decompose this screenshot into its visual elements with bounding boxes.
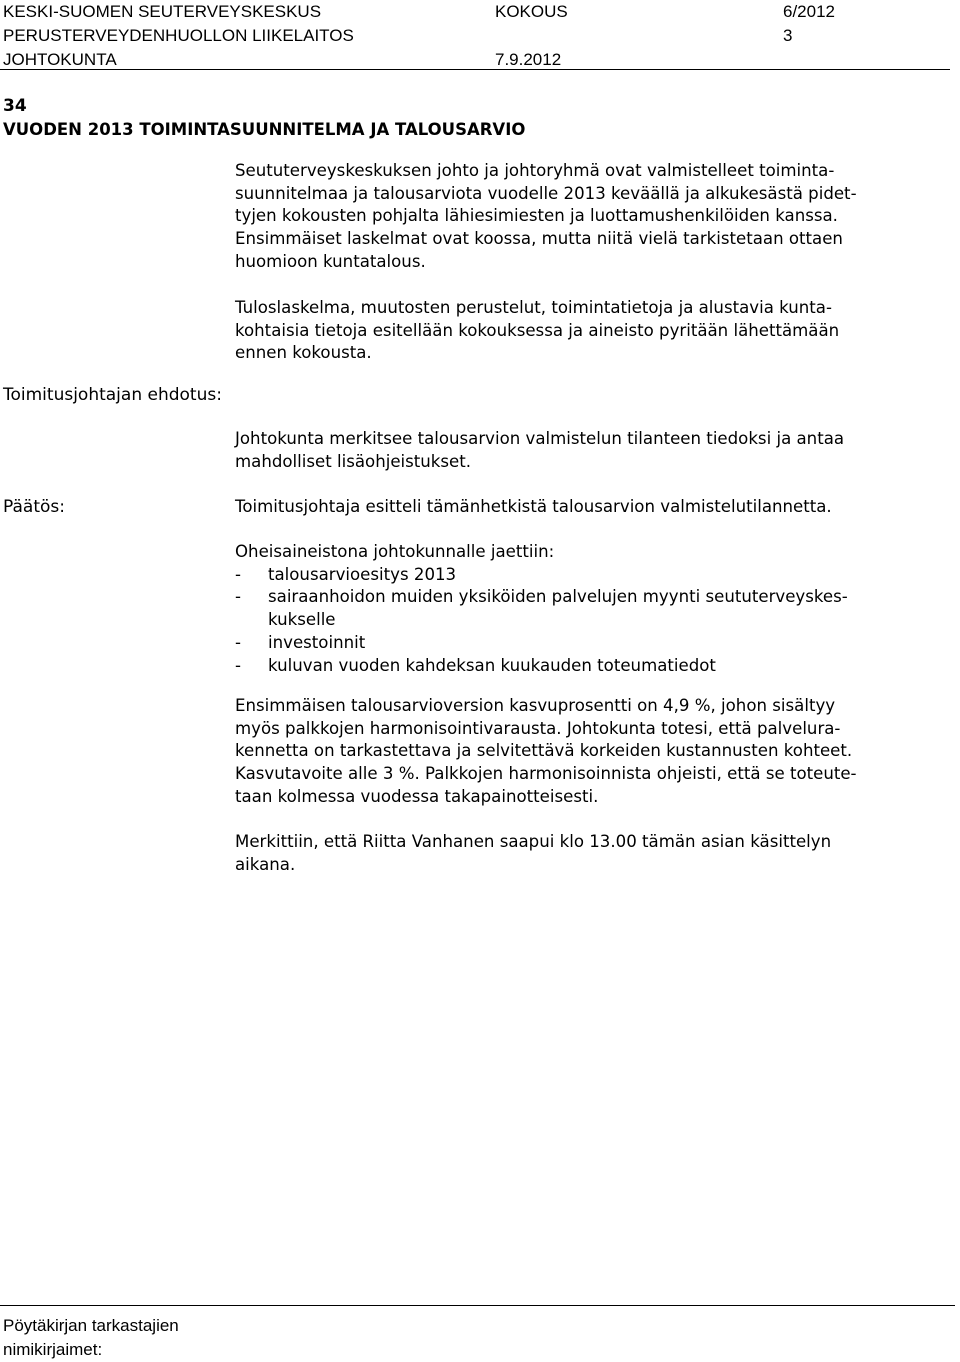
list-item-text: investoinnit [268,632,366,652]
decision-text [235,496,935,519]
list-dash: - [235,632,241,652]
attachments-heading: Oheisaineistona johtokunnalle jaettiin: [235,542,555,561]
attendance-note-paragraph [235,831,935,876]
list-item-continuation: kukselle [268,610,336,630]
list-dash: - [235,655,241,675]
list-item [235,655,935,678]
footer-line: nimikirjaimet: [3,1340,103,1359]
text-line: aikana. [235,854,296,874]
list-item [235,586,935,609]
list-item-text: kuluvan vuoden kahdeksan kuukauden toteumatiedot [268,655,716,675]
list-item [235,632,935,655]
list-item [235,564,935,587]
text-line: myös palkkojen harmonisointivarausta. Johtokunta totesi, että palvelura- [235,718,841,738]
list-dash: - [235,587,241,607]
intro-paragraph [235,160,935,274]
budget-note-paragraph [235,695,935,809]
proposal-label: Toimitusjohtajan ehdotus: [3,385,222,405]
org-name: KESKI-SUOMEN SEUTERVEYSKESKUS [3,2,322,21]
footer-divider [0,1305,955,1306]
text-line: tyjen kokousten pohjalta lähiesimiesten ja luottamushenkilöiden kanssa. [235,206,838,226]
text-line: Kasvutavoite alle 3 %. Palkkojen harmonisoinnista ohjeisti, että se toteute- [235,764,857,784]
text-line: Ensimmäisen talousarvioversion kasvuprosentti on 4,9 %, johon sisältyy [235,696,836,715]
page-number: 3 [783,26,793,45]
meeting-label: KOKOUS [495,2,568,21]
list-item-text: sairaanhoidon muiden yksiköiden palvelujen myynti seututerveyskes- [268,587,848,607]
decision-label: Päätös: [3,497,65,517]
text-line: Johtokunta merkitsee talousarvion valmistelun tilanteen tiedoksi ja antaa [235,429,845,448]
header-row-1 [3,0,953,24]
board-name: JOHTOKUNTA [3,50,117,69]
text-line: taan kolmessa vuodessa takapainotteisesti. [235,786,599,806]
text-line: Seututerveyskeskuksen johto ja johtoryhmä ovat valmistelleet toiminta- [235,161,835,180]
agenda-title: VUODEN 2013 TOIMINTASUUNNITELMA JA TALOUSARVIO [3,120,526,139]
text-line: huomioon kuntatalous. [235,251,426,271]
list-dash: - [235,564,241,584]
footer [3,1314,179,1362]
meeting-number: 6/2012 [783,2,835,21]
text-line: Merkittiin, että Riitta Vanhanen saapui klo 13.00 tämän asian käsittelyn [235,832,832,851]
proposal-paragraph [235,428,935,473]
meeting-date: 7.9.2012 [495,50,562,69]
footer-line: Pöytäkirjan tarkastajien [3,1316,179,1335]
header-row-2 [3,24,953,48]
text-line: mahdolliset lisäohjeistukset. [235,451,472,471]
text-line: suunnitelmaa ja talousarviota vuodelle 2013 keväällä ja alkukesästä pidet- [235,183,857,203]
info-paragraph [235,297,935,365]
text-line: Toimitusjohtaja esitteli tämänhetkistä talousarvion valmistelutilannetta. [235,497,832,516]
unit-name: PERUSTERVEYDENHUOLLON LIIKELAITOS [3,26,354,45]
document-header [3,0,953,72]
agenda-number: 34 [3,96,27,116]
text-line: Tuloslaskelma, muutosten perustelut, toimintatietoja ja alustavia kunta- [235,298,832,317]
text-line: kennetta on tarkastettava ja selvitettävä korkeiden kustannusten kohteet. [235,741,853,761]
text-line: Ensimmäiset laskelmat ovat koossa, mutta niitä vielä tarkistetaan ottaen [235,229,843,249]
header-divider [0,69,950,70]
attachments-section [235,541,935,677]
list-item-text: talousarvioesitys 2013 [268,564,457,584]
text-line: kohtaisia tietoja esitellään kokouksessa ja aineisto pyritään lähettämään [235,320,840,340]
text-line: ennen kokousta. [235,343,372,363]
